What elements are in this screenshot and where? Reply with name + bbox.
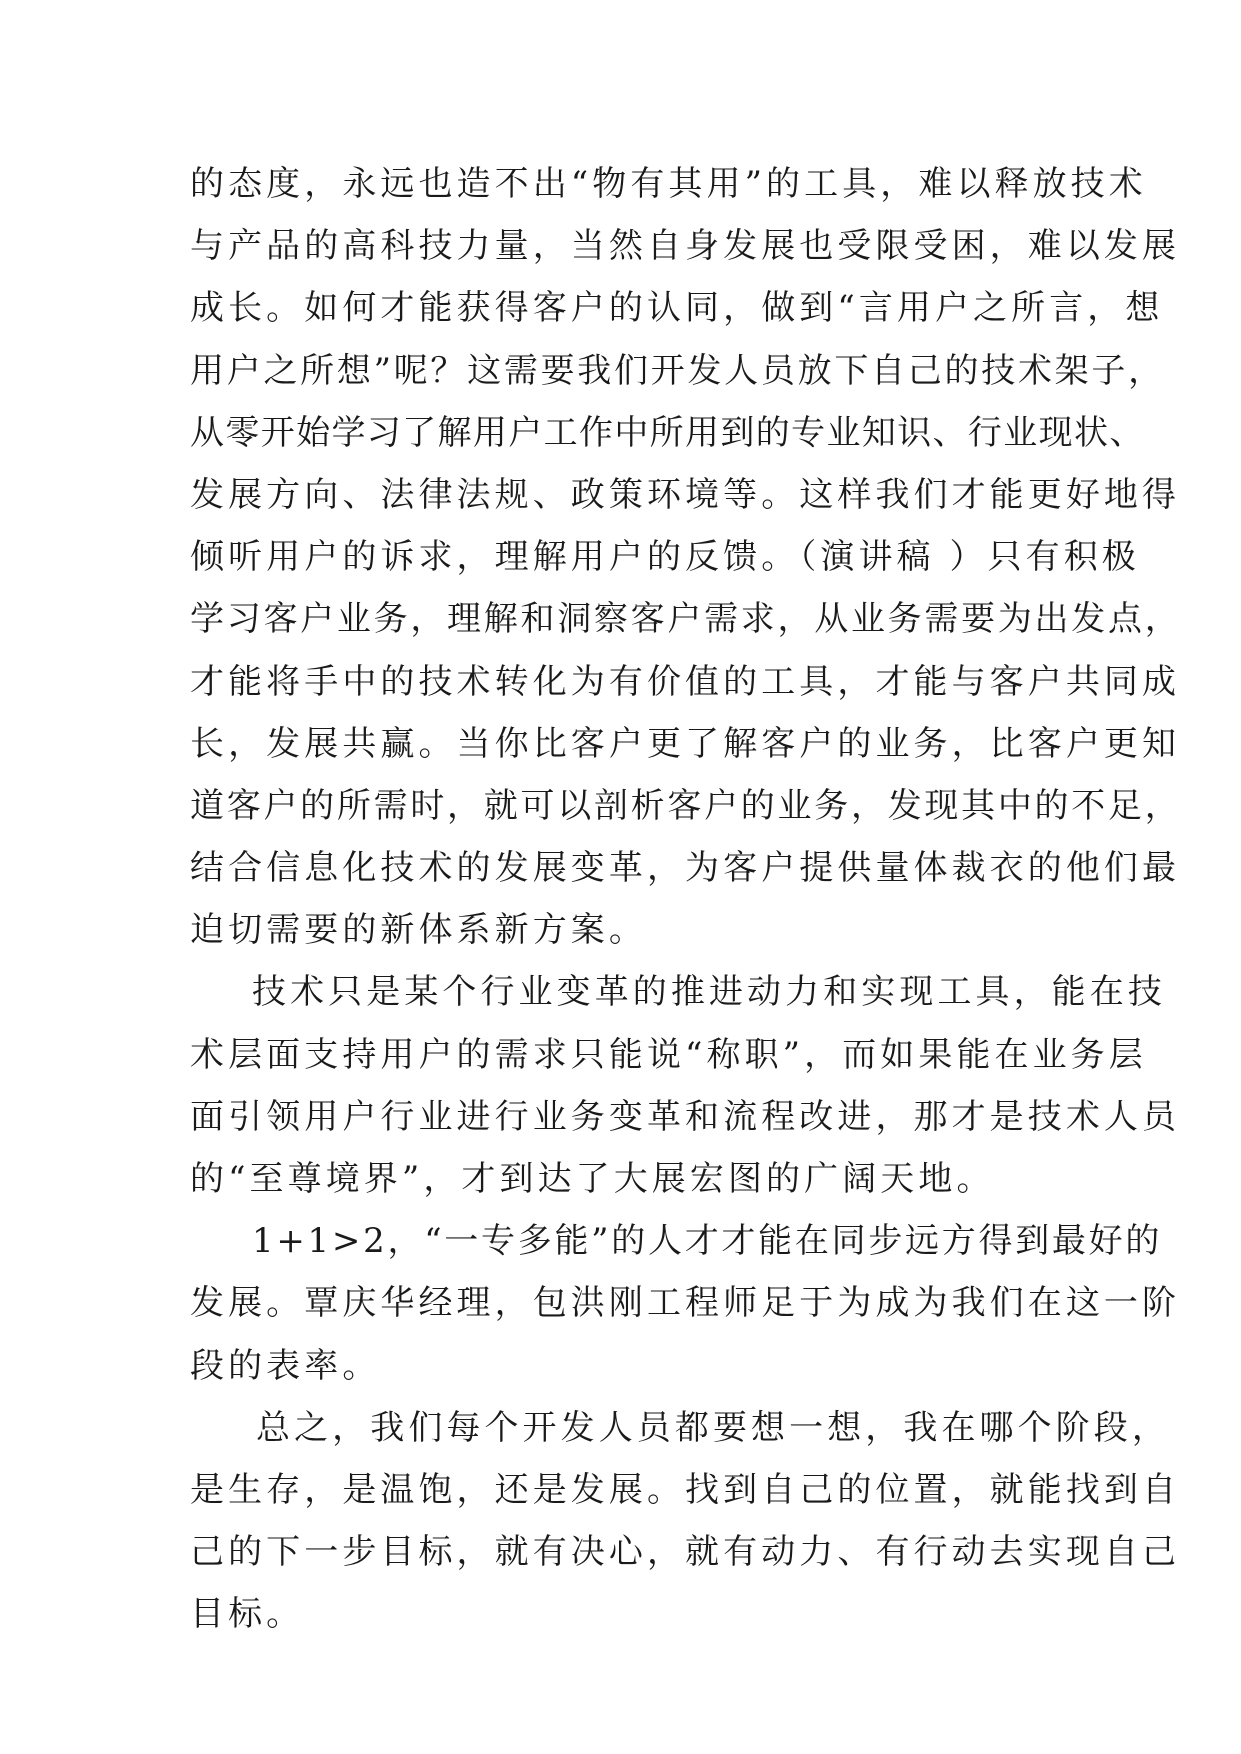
text-line: 迫切需要的新体系新方案。 xyxy=(190,910,647,951)
paragraph-start-line: 总之，我们每个开发人员都要想一想，我在哪个阶段， xyxy=(256,1407,1170,1448)
paragraph-start-line: 1+1>2，“一专多能”的人才才能在同步远方得到最好的 xyxy=(252,1221,1163,1262)
text-line: 与产品的高科技力量，当然自身发展也受限受困，难以发展 xyxy=(190,226,1181,267)
text-line: 是生存，是温饱，还是发展。找到自己的位置，就能找到自 xyxy=(190,1469,1181,1510)
text-line: 倾听用户的诉求，理解用户的反馈。（演讲稿 ）只有积极 xyxy=(190,537,1140,578)
paragraph-start-line: 技术只是某个行业变革的推进动力和实现工具，能在技 xyxy=(252,972,1166,1013)
text-line: 面引领用户行业进行业务变革和流程改进，那才是技术人员 xyxy=(190,1096,1181,1137)
text-line: 的“至尊境界”，才到达了大展宏图的广阔天地。 xyxy=(190,1159,995,1199)
text-line: 目标。 xyxy=(190,1594,305,1635)
text-line: 用户之所想”呢？这需要我们开发人员放下自己的技术架子， xyxy=(190,350,1165,391)
document-body xyxy=(190,153,1182,1646)
text-line: 发展。覃庆华经理，包洪刚工程师足于为成为我们在这一阶 xyxy=(190,1283,1181,1324)
text-line: 的态度，永远也造不出“物有其用”的工具，难以释放技术 xyxy=(190,164,1147,204)
text-line: 己的下一步目标，就有决心，就有动力、有行动去实现自己 xyxy=(190,1532,1181,1573)
text-line: 发展方向、法律法规、政策环境等。这样我们才能更好地得 xyxy=(190,474,1181,515)
text-line: 从零开始学习了解用户工作中所用到的专业知识、行业现状、 xyxy=(190,412,1145,453)
text-line: 术层面支持用户的需求只能说“称职”，而如果能在业务层 xyxy=(190,1034,1147,1075)
text-line: 才能将手中的技术转化为有价值的工具，才能与客户共同成 xyxy=(190,661,1181,702)
text-line: 结合信息化技术的发展变革，为客户提供量体裁衣的他们最 xyxy=(190,848,1181,889)
text-line: 道客户的所需时，就可以剖析客户的业务，发现其中的不足， xyxy=(190,785,1182,826)
text-line: 段的表率。 xyxy=(190,1345,381,1386)
text-line: 长，发展共赢。当你比客户更了解客户的业务，比客户更知 xyxy=(190,723,1181,764)
text-line: 学习客户业务，理解和洞察客户需求，从业务需要为出发点， xyxy=(190,599,1182,640)
text-line: 成长。如何才能获得客户的认同，做到“言用户之所言，想 xyxy=(190,288,1164,329)
